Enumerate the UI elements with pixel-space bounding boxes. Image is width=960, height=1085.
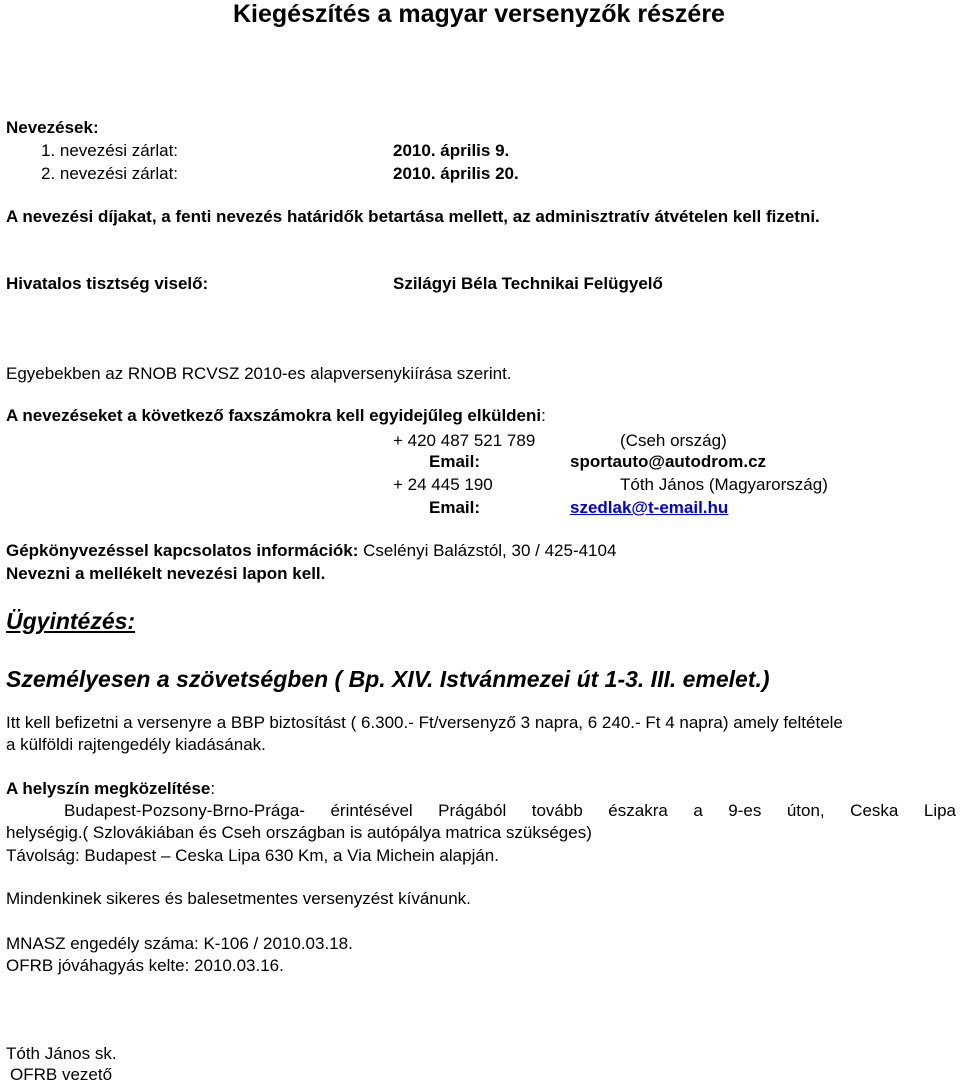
fax-number-2: + 24 445 190 [393, 475, 493, 494]
permit-line-2: OFRB jóváhagyás kelte: 2010.03.16. [6, 956, 284, 975]
approach-line-1: Budapest-Pozsony-Brno-Prága- érintésével Prágából tovább északra a 9-es úton, Ceska Lipa [64, 801, 956, 820]
fax-number-1: + 420 487 521 789 [393, 431, 536, 450]
email-label-2: Email: [429, 498, 481, 517]
approach-label: A helyszín megközelítése [6, 779, 211, 798]
page-title: Kiegészítés a magyar versenyzők részére [233, 0, 725, 28]
signature-role: OFRB vezető [10, 1065, 113, 1084]
fax-note-1: (Cseh ország) [620, 431, 727, 450]
insurance-line-1: Itt kell befizetni a versenyre a BBP biztosítást ( 6.300.- Ft/versenyző 3 napra, 6 240.- Ft 4 napra) amely feltétele [6, 713, 843, 732]
wishes: Mindenkinek sikeres és balesetmentes versenyzést kívánunk. [6, 889, 471, 908]
registration-info [6, 541, 616, 561]
approach-colon: : [210, 779, 216, 798]
email-link-2[interactable]: szedlak@t-email.hu [570, 498, 729, 517]
official-label: Hivatalos tisztség viselő: [6, 274, 209, 293]
signature-name: Tóth János sk. [6, 1044, 117, 1063]
permit-line-1: MNASZ engedély száma: K-106 / 2010.03.18. [6, 934, 353, 953]
entry-deadline-2-date: 2010. április 20. [393, 164, 519, 183]
admin-heading: Ügyintézés: [6, 608, 136, 634]
fax-heading-text: A nevezéseket a következő faxszámokra kell egyidejűleg elküldeni [6, 406, 542, 425]
entry-deadline-1-date: 2010. április 9. [393, 141, 510, 160]
registration-info-value: Cselényi Balázstól, 30 / 425-4104 [363, 541, 617, 560]
rules-note: Egyebekben az RNOB RCVSZ 2010-es alapversenykiírása szerint. [6, 364, 512, 383]
entries-heading: Nevezések: [6, 118, 99, 137]
fax-note-2: Tóth János (Magyarország) [620, 475, 828, 494]
official-value: Szilágyi Béla Technikai Felügyelő [393, 274, 663, 293]
approach-line-2: helységig.( Szlovákiában és Cseh országban is autópálya matrica szükséges) [6, 823, 592, 842]
registration-info-label: Gépkönyvezéssel kapcsolatos információk: [6, 541, 359, 560]
fax-heading-colon: : [541, 406, 546, 425]
fees-note: A nevezési díjakat, a fenti nevezés határidők betartása mellett, az adminisztratív átvételen kell fizetni. [6, 207, 820, 226]
insurance-line-2: a külföldi rajtengedély kiadásának. [6, 735, 266, 754]
approach-line-3: Távolság: Budapest – Ceska Lipa 630 Km, a Via Michein alapján. [6, 846, 499, 865]
entry-deadline-1-label: 1. nevezési zárlat: [41, 141, 179, 160]
email-1: sportauto@autodrom.cz [570, 452, 767, 471]
approach-heading [6, 779, 215, 799]
entry-deadline-2-label: 2. nevezési zárlat: [41, 164, 179, 183]
email-label-1: Email: [429, 452, 481, 471]
fax-heading [6, 406, 546, 426]
admin-in-person: Személyesen a szövetségben ( Bp. XIV. Istvánmezei út 1-3. III. emelet.) [6, 666, 770, 692]
form-note: Nevezni a mellékelt nevezési lapon kell. [6, 564, 326, 583]
